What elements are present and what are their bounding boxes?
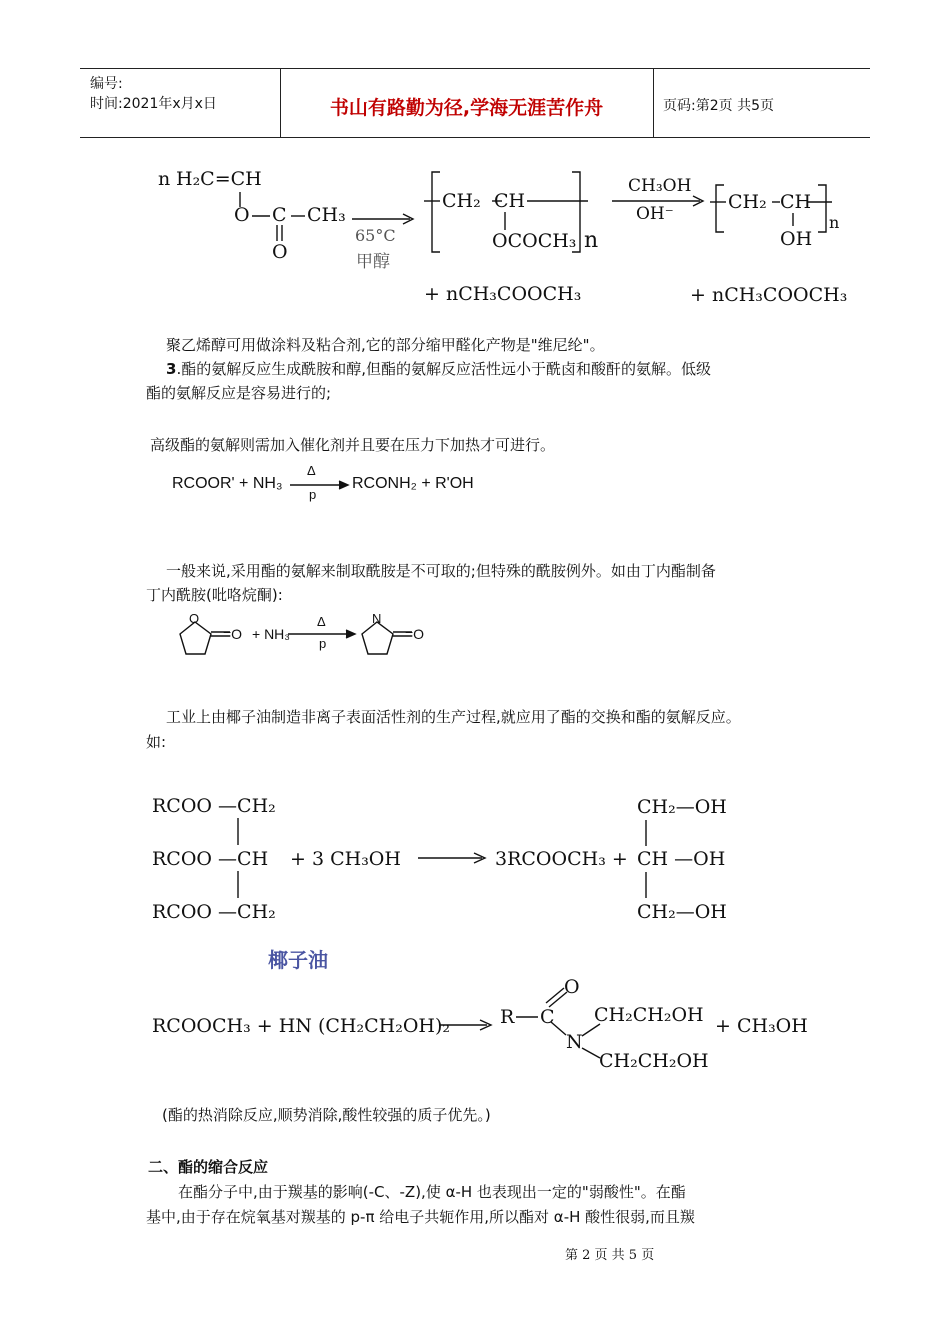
- scheme1-vinyl: H₂C=CH: [176, 168, 262, 190]
- scheme4-methyl-ester: 3RCOOCH₃ +: [495, 848, 628, 870]
- scheme1-n: n: [158, 168, 171, 190]
- paragraph-pva: 聚乙烯醇可用做涂料及粘合剂,它的部分缩甲醛化产物是"维尼纶"。: [166, 336, 605, 354]
- page-label: 页码:第2页 共5页: [663, 98, 774, 114]
- bracket-l-2: [716, 185, 724, 232]
- paragraph-amide: 一般来说,采用酯的氨解来制取酰胺是不可取的;但特殊的酰胺例外。如由丁内酯制备: [166, 562, 716, 580]
- scheme3-lactam-n: N: [372, 611, 382, 626]
- scheme3-reagent: + NH₃: [252, 626, 290, 642]
- scheme3-lactone-carbonyl: =O: [223, 626, 243, 642]
- scheme3-cond-top: Δ: [317, 614, 326, 629]
- bond-co-a: [546, 988, 564, 1003]
- scheme4-gly-1: CH₂—OH: [637, 796, 727, 818]
- scheme2-reactant: RCOOR' + NH₃: [172, 475, 283, 492]
- scheme1-poly2-n: n: [829, 213, 840, 232]
- paragraph-high-ester: 高级酯的氨解则需加入催化剂并且要在压力下加热才可进行。: [150, 436, 556, 454]
- scheme4-tri-3: RCOO —CH₂: [152, 901, 276, 923]
- scheme2-cond-bottom: p: [309, 487, 317, 502]
- scheme5-arm-1: CH₂CH₂OH: [594, 1004, 704, 1026]
- scheme1-ester-c: C: [272, 204, 287, 226]
- paragraph-amide-cont: 丁内酰胺(吡咯烷酮):: [146, 586, 283, 604]
- scheme4-methanol: + 3 CH₃OH: [290, 848, 401, 870]
- scheme3-cond-bottom: p: [319, 636, 327, 651]
- motto: 书山有路勤为径,学海无涯苦作舟: [329, 97, 604, 119]
- page-footer: 第 2 页 共 5 页: [565, 1248, 655, 1263]
- scheme2-product: RCONH₂ + R'OH: [352, 475, 474, 492]
- scheme1-poly2-ch2: CH₂: [728, 191, 767, 213]
- scheme4-tri-2: RCOO —CH: [152, 848, 269, 870]
- paragraph-elimination-note: (酯的热消除反应,顺势消除,酸性较强的质子优先。): [162, 1106, 491, 1124]
- section-title: 二、酯的缩合反应: [148, 1158, 269, 1176]
- paragraph-coconut: 工业上由椰子油制造非离子表面活性剂的生产过程,就应用了酯的交换和酯的氨解反应。: [166, 708, 741, 726]
- paragraph-aminolysis-text: .酯的氨解反应生成酰胺和醇,但酯的氨解反应活性远小于酰卤和酸酐的氨解。低级: [176, 360, 711, 378]
- paragraph-aminolysis-cont: 酯的氨解反应是容易进行的;: [146, 384, 332, 402]
- scheme1-byproduct-2: + nCH₃COOCH₃: [690, 284, 848, 306]
- arrow-aminolysis-head: [339, 481, 348, 489]
- number-label: 编号:: [90, 76, 123, 92]
- scheme4-gly-2: CH —OH: [637, 848, 726, 870]
- lactone-ring: [180, 622, 211, 654]
- scheme5-o: O: [564, 976, 580, 998]
- scheme4-caption: 椰子油: [268, 948, 328, 972]
- scheme4-gly-3: CH₂—OH: [637, 901, 727, 923]
- bracket-l-1: [432, 172, 440, 252]
- scheme1-ester-o: O: [234, 204, 250, 226]
- scheme5-byproduct: + CH₃OH: [715, 1015, 808, 1037]
- scheme5-c: C: [540, 1006, 555, 1028]
- scheme1-poly1-n: n: [584, 228, 599, 253]
- paragraph-condensation: 在酯分子中,由于羰基的影响(-C、-Z),使 α-H 也表现出一定的"弱酸性"。在酯: [178, 1183, 686, 1201]
- scheme5-n: N: [566, 1031, 583, 1053]
- scheme1-ester-ch3: CH₃: [307, 204, 346, 226]
- paragraph-coconut-cont: 如:: [146, 733, 167, 751]
- date-label: 时间:2021年x月x日: [90, 96, 217, 112]
- item-number: 3: [166, 360, 177, 378]
- arrow-lactam-head: [346, 630, 355, 638]
- scheme1-poly1-ch2: CH₂: [442, 190, 481, 212]
- paragraph-condensation-cont: 基中,由于存在烷氧基对羰基的 p-π 给电子共轭作用,所以酯对 α-H 酸性很弱,而且羰: [146, 1208, 695, 1226]
- scheme1-poly1-sub: OCOCH₃: [492, 230, 577, 252]
- scheme5-reactants: RCOOCH₃ + HN (CH₂CH₂OH)₂: [152, 1015, 450, 1037]
- scheme1-reagent-bottom: OH⁻: [636, 204, 674, 224]
- bond-n-arm2: [582, 1048, 600, 1058]
- scheme4-tri-1: RCOO —CH₂: [152, 795, 276, 817]
- scheme1-poly2-sub: OH: [780, 228, 813, 250]
- lactam-ring: [362, 622, 393, 654]
- paragraph-aminolysis: [166, 358, 711, 380]
- scheme1-cond-temp: 65°C: [355, 226, 396, 245]
- scheme1-poly1-ch: CH: [494, 190, 526, 212]
- scheme5-r: R: [500, 1006, 515, 1028]
- scheme3-lactone-o: O: [189, 611, 200, 626]
- scheme3-lactam-carbonyl: =O: [405, 626, 425, 642]
- scheme2-cond-top: Δ: [307, 463, 316, 478]
- scheme1-reagent-top: CH₃OH: [628, 176, 692, 196]
- scheme1-cond-solvent: 甲醇: [356, 252, 390, 272]
- bracket-r-2: [818, 185, 826, 232]
- scheme1-byproduct-1: + nCH₃COOCH₃: [424, 283, 582, 305]
- scheme1-poly2-ch: CH: [780, 191, 812, 213]
- scheme5-arm-2: CH₂CH₂OH: [599, 1050, 709, 1072]
- scheme1-carbonyl-o: O: [272, 241, 288, 263]
